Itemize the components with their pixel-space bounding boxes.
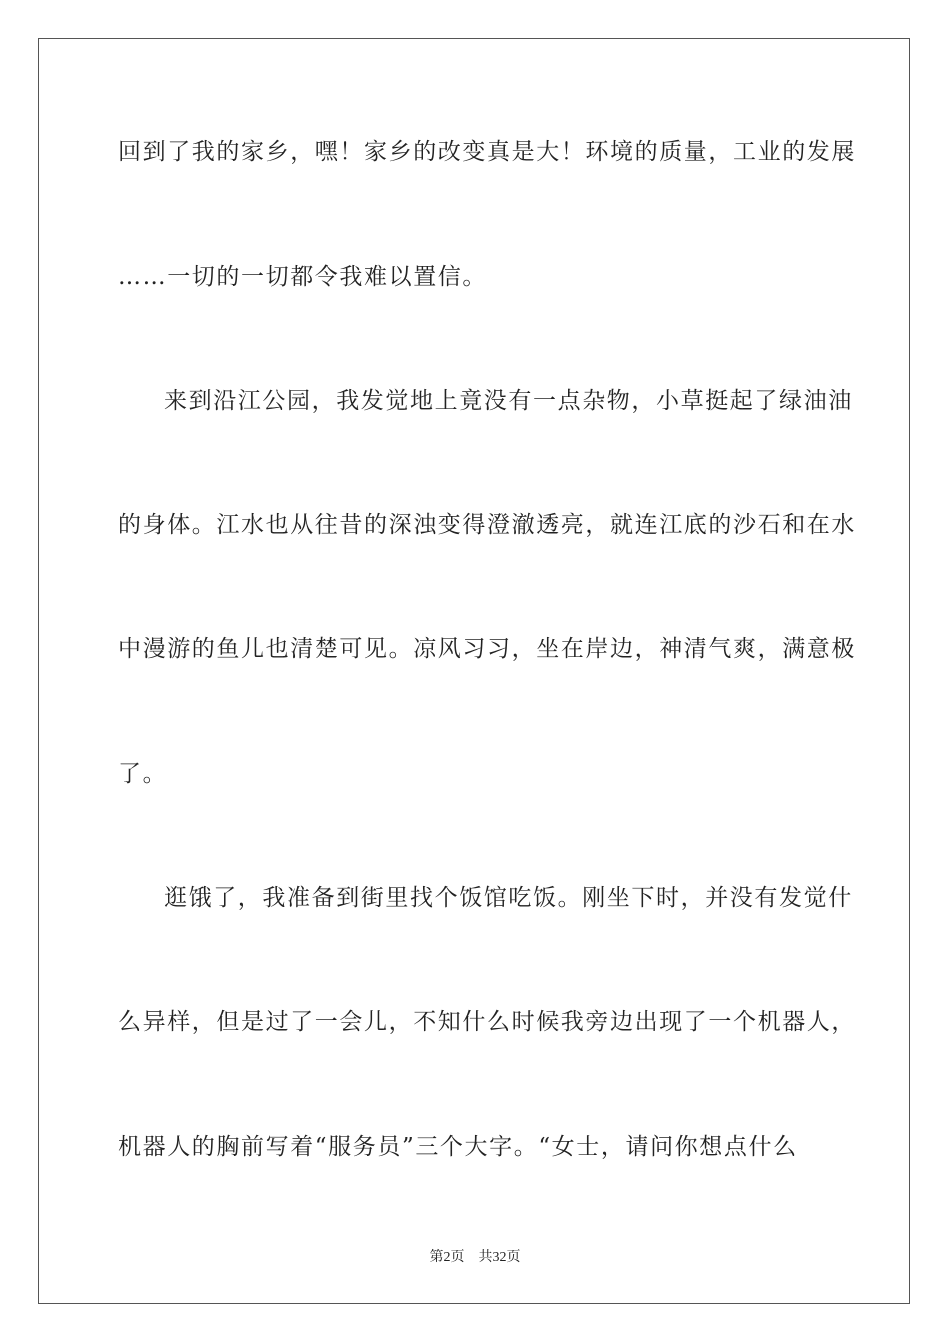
paragraph-line: 回到了我的家乡，嘿！家乡的改变真是大！环境的质量，工业的发展 <box>118 139 856 165</box>
paragraph-line: 么异样，但是过了一会儿，不知什么时候我旁边出现了一个机器人， <box>118 1009 856 1035</box>
paragraph-line: 机器人的胸前写着“服务员”三个大字。“女士，请问你想点什么 <box>118 1134 798 1160</box>
paragraph-line: 逛饿了，我准备到街里找个饭馆吃饭。刚坐下时，并没有发觉什 <box>164 885 853 911</box>
paragraph-line: ……一切的一切都令我难以置信。 <box>118 264 487 290</box>
paragraph-line: 的身体。江水也从往昔的深浊变得澄澈透亮，就连江底的沙石和在水 <box>118 512 856 538</box>
paragraph-line: 中漫游的鱼儿也清楚可见。凉风习习，坐在岸边，神清气爽，满意极 <box>118 636 856 662</box>
page-border <box>38 38 910 1304</box>
page-number: 第2页 <box>429 1250 465 1265</box>
paragraph-line: 了。 <box>118 761 168 787</box>
paragraph-line: 来到沿江公园，我发觉地上竟没有一点杂物，小草挺起了绿油油 <box>164 388 853 414</box>
page-footer <box>0 1248 950 1268</box>
page-total: 共32页 <box>478 1250 521 1265</box>
